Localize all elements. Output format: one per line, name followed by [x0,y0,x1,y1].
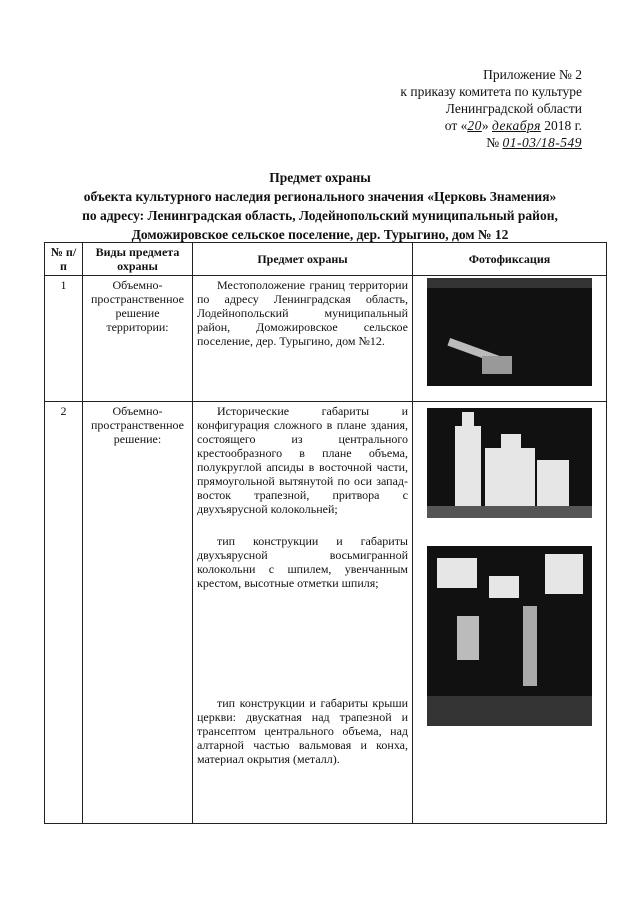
table-row [45,276,607,402]
row-photo [413,402,607,824]
appendix-region: Ленинградской области [445,101,582,116]
appendix-number [400,134,582,151]
header-photo: Фотофиксация [413,243,607,276]
row-num: 1 [45,276,83,402]
title-line-4: Доможировское сельское поселение, дер. Турыгино, дом № 12 [131,227,509,242]
territory-photo [427,278,592,386]
protection-subject-table [44,242,607,824]
church-photo [427,408,592,518]
appendix-date [400,117,582,134]
subject-paragraph: Местоположение границ территории по адресу Ленинградская область, Лодейнопольский муниципальный район, Доможировское сельское поселение, дер. Турыгино, дом №12. [197,278,408,348]
bell-tower-photo [427,546,592,726]
title-line-3: по адресу: Ленинградская область, Лодейнопольский муниципальный район, [82,208,558,223]
appendix-order-ref: к приказу комитета по культуре [400,84,582,99]
document-title [40,168,600,244]
row-kind: Объемно-пространственное решение территории: [83,276,193,402]
row-kind: Объемно-пространственное решение: [83,402,193,824]
row-subject [193,276,413,402]
title-line-2: объекта культурного наследия регионального значения «Церковь Знамения» [83,189,557,204]
date-mid: » [481,118,492,133]
date-month: декабря [492,118,541,133]
row-photo [413,276,607,402]
number-value: 01-03/18-549 [502,135,582,150]
title-line-1: Предмет охраны [269,170,371,185]
date-prefix: от « [444,118,468,133]
number-prefix: № [486,135,503,150]
appendix-title: Приложение № 2 [483,67,582,82]
header-kind: Виды предмета охраны [83,243,193,276]
date-day: 20 [467,118,482,133]
appendix-header [400,66,582,151]
row-num: 2 [45,402,83,824]
row-subject [193,402,413,824]
table-row [45,402,607,824]
subject-paragraph: Исторические габариты и конфигурация сложного в плане здания, состоящего из центрального крестообразного в плане объема, полукруглой апсиды в восточной части, прямоугольной вытянутой по оси запад-восток трапезной, притвора с двухъярусной колокольней; [197,404,408,516]
table-header-row [45,243,607,276]
subject-paragraph: тип конструкции и габариты двухъярусной восьмигранной колокольни с шпилем, увенчанным крестом, высотные отметки шпиля; [197,534,408,590]
header-subject: Предмет охраны [193,243,413,276]
subject-paragraph: тип конструкции и габариты крыши церкви: двускатная над трапезной и трансептом центрального объема, над алтарной частью вальмовая и конха, материал окрытия (металл). [197,696,408,766]
date-year: 2018 г. [540,118,582,133]
header-num: № п/п [45,243,83,276]
